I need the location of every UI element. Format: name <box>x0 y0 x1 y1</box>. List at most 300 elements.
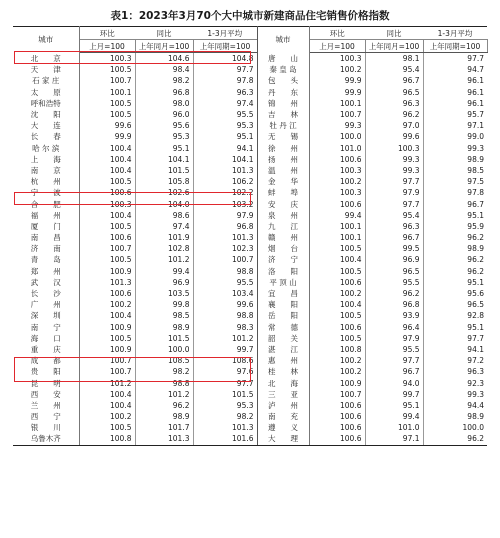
yoy-right-cell: 96.3 <box>365 221 423 232</box>
city-left-cell: 长 沙 <box>13 288 79 299</box>
yoy-right-cell: 99.4 <box>365 411 423 422</box>
city-right-cell: 扬 州 <box>257 154 309 165</box>
yoy-right-cell: 99.5 <box>365 243 423 254</box>
avg-right-cell: 97.1 <box>467 121 484 131</box>
city-right-cell: 牡 丹 江 <box>257 120 309 131</box>
mom-left-cell: 100.4 <box>79 310 135 321</box>
yoy-left-cell: 108.5 <box>135 355 193 366</box>
city-right-cell: 惠 州 <box>257 355 309 366</box>
table-row <box>13 322 487 333</box>
yoy-right-cell: 95.4 <box>365 64 423 75</box>
yoy-right-cell: 98.1 <box>365 53 423 65</box>
city-right-cell: 安 庆 <box>257 198 309 209</box>
yoy-left-cell: 101.2 <box>135 389 193 400</box>
avg-right-cell: 94.1 <box>467 344 484 354</box>
avg-right-cell: 97.7 <box>467 333 484 343</box>
yoy-right-cell: 97.9 <box>365 333 423 344</box>
mom-left-cell: 100.4 <box>79 143 135 154</box>
city-left-cell: 南 宁 <box>13 322 79 333</box>
city-right-cell: 襄 阳 <box>257 299 309 310</box>
avg-left-cell: 97.7 <box>193 377 257 388</box>
mom-right-cell: 100.5 <box>309 266 365 277</box>
mom-right-cell: 99.3 <box>309 120 365 131</box>
mom-left-cell: 100.5 <box>79 221 135 232</box>
avg-right-cell: 97.7 <box>467 54 484 64</box>
table-row <box>13 377 487 388</box>
avg-right-cell: 98.5 <box>467 165 484 175</box>
mom-right-cell: 99.4 <box>309 210 365 221</box>
avg-left-cell: 100.7 <box>193 254 257 265</box>
city-right-cell: 唐 山 <box>257 53 309 65</box>
city-right-cell: 济 宁 <box>257 254 309 265</box>
table-row <box>13 143 487 154</box>
mom-left-cell: 100.5 <box>79 254 135 265</box>
city-right-cell: 烟 台 <box>257 243 309 254</box>
yoy-right-cell: 96.2 <box>365 109 423 120</box>
city-right-cell: 平 顶 山 <box>257 277 309 288</box>
table-row <box>13 87 487 98</box>
mom-right-cell: 100.7 <box>309 389 365 400</box>
mom-right-cell: 100.5 <box>309 243 365 254</box>
table-row <box>13 165 487 176</box>
table-row <box>13 232 487 243</box>
avg-left-cell: 96.3 <box>193 87 257 98</box>
avg-left-cell: 101.3 <box>193 232 257 243</box>
yoy-right-cell: 97.7 <box>365 198 423 209</box>
avg-left-cell: 98.8 <box>193 266 257 277</box>
avg-left-cell: 97.6 <box>193 366 257 377</box>
avg-left-cell: 97.7 <box>193 64 257 75</box>
city-left-cell: 厦 门 <box>13 221 79 232</box>
yoy-right-cell: 97.1 <box>365 433 423 445</box>
city-left-cell: 海 口 <box>13 333 79 344</box>
avg-left-cell: 101.6 <box>193 433 257 445</box>
city-left-cell: 广 州 <box>13 299 79 310</box>
yoy-left-cell: 98.5 <box>135 310 193 321</box>
city-left-cell: 呼和浩特 <box>13 98 79 109</box>
city-left-cell: 兰 州 <box>13 400 79 411</box>
table-row <box>13 433 487 445</box>
city-right-cell: 三 亚 <box>257 389 309 400</box>
avg-left-cell: 101.3 <box>193 165 257 176</box>
mom-right-cell: 100.1 <box>309 232 365 243</box>
table-row <box>13 310 487 321</box>
city-left-cell: 合 肥 <box>13 198 79 209</box>
avg-left-cell: 103.2 <box>193 198 257 209</box>
mom-right-cell: 100.6 <box>309 322 365 333</box>
yoy-right-cell: 99.7 <box>365 389 423 400</box>
avg-left-cell: 95.3 <box>193 120 257 131</box>
mom-left-cell: 100.6 <box>79 232 135 243</box>
table-row <box>13 120 487 131</box>
city-right-cell: 湛 江 <box>257 344 309 355</box>
yoy-left-cell: 102.6 <box>135 187 193 198</box>
city-left-cell: 郑 州 <box>13 266 79 277</box>
city-right-cell: 蚌 埠 <box>257 187 309 198</box>
yoy-left-cell: 98.2 <box>135 366 193 377</box>
city-left-cell: 昆 明 <box>13 377 79 388</box>
mom-right-cell: 100.1 <box>309 221 365 232</box>
avg-left-cell: 97.8 <box>193 75 257 86</box>
table-row <box>13 187 487 198</box>
yoy-left-cell: 103.5 <box>135 288 193 299</box>
city-right-cell: 北 海 <box>257 377 309 388</box>
avg-left-cell: 106.2 <box>193 176 257 187</box>
yoy-right-cell: 96.7 <box>365 75 423 86</box>
mom-left-cell: 100.5 <box>79 98 135 109</box>
yoy-base-right: 上年同月=100 <box>365 40 423 53</box>
avg-left-cell: 96.8 <box>193 221 257 232</box>
yoy-right-cell: 93.9 <box>365 310 423 321</box>
table-title: 表1：2023年3月70个大中城市新建商品住宅销售价格指数 <box>110 10 390 22</box>
avg-right-cell: 92.8 <box>467 311 484 321</box>
table-row <box>13 210 487 221</box>
table-body <box>13 53 487 446</box>
city-left-cell: 北 京 <box>13 53 79 65</box>
table-row <box>13 243 487 254</box>
city-header-right: 城市 <box>257 27 309 53</box>
city-right-cell: 洛 阳 <box>257 266 309 277</box>
city-left-cell: 银 川 <box>13 422 79 433</box>
yoy-right-cell: 94.0 <box>365 377 423 388</box>
mom-right-cell: 100.5 <box>309 333 365 344</box>
table-row <box>13 198 487 209</box>
table-row <box>13 422 487 433</box>
yoy-left-cell: 98.2 <box>135 75 193 86</box>
table-row <box>13 221 487 232</box>
yoy-right-cell: 96.7 <box>365 366 423 377</box>
yoy-right-cell: 99.6 <box>365 131 423 142</box>
city-left-cell: 福 州 <box>13 210 79 221</box>
city-left-cell: 上 海 <box>13 154 79 165</box>
avg-right-cell: 96.2 <box>467 255 484 265</box>
mom-right-cell: 100.5 <box>309 310 365 321</box>
yoy-right-cell: 96.9 <box>365 254 423 265</box>
yoy-right-cell: 95.5 <box>365 277 423 288</box>
mom-right-cell: 100.2 <box>309 366 365 377</box>
base-row <box>13 40 487 53</box>
city-left-cell: 成 都 <box>13 355 79 366</box>
table-row <box>13 344 487 355</box>
city-right-cell: 泸 州 <box>257 400 309 411</box>
city-right-cell: 包 头 <box>257 75 309 86</box>
table-row <box>13 98 487 109</box>
avg-left-cell: 99.7 <box>193 344 257 355</box>
yoy-right-cell: 96.2 <box>365 288 423 299</box>
avg-left-cell: 102.3 <box>193 243 257 254</box>
yoy-left-cell: 98.4 <box>135 64 193 75</box>
avg-right-cell: 96.2 <box>467 233 484 243</box>
table-row <box>13 366 487 377</box>
avg-right-cell: 95.9 <box>467 221 484 231</box>
city-right-cell: 宜 昌 <box>257 288 309 299</box>
avg-left-cell: 97.9 <box>193 210 257 221</box>
table-row <box>13 75 487 86</box>
yoy-left-cell: 104.1 <box>135 154 193 165</box>
yoy-left-cell: 101.5 <box>135 333 193 344</box>
city-left-cell: 西 宁 <box>13 411 79 422</box>
city-left-cell: 重 庆 <box>13 344 79 355</box>
mom-left-cell: 99.9 <box>79 131 135 142</box>
mom-left-cell: 100.2 <box>79 299 135 310</box>
table-row <box>13 277 487 288</box>
yoy-left-cell: 101.3 <box>135 433 193 445</box>
yoy-header-left: 同比 <box>135 27 193 40</box>
mom-left-cell: 101.2 <box>79 377 135 388</box>
mom-right-cell: 100.6 <box>309 433 365 445</box>
city-right-cell: 丹 东 <box>257 87 309 98</box>
yoy-left-cell: 105.8 <box>135 176 193 187</box>
avg-right-cell: 99.3 <box>467 143 484 153</box>
mom-header-right: 环比 <box>309 27 365 40</box>
city-left-cell: 武 汉 <box>13 277 79 288</box>
city-left-cell: 济 南 <box>13 243 79 254</box>
mom-left-cell: 100.3 <box>79 53 135 65</box>
avg-left-cell: 98.8 <box>193 310 257 321</box>
yoy-left-cell: 99.4 <box>135 266 193 277</box>
yoy-right-cell: 99.3 <box>365 165 423 176</box>
mom-left-cell: 101.3 <box>79 277 135 288</box>
avg-left-cell: 101.2 <box>193 333 257 344</box>
table-row <box>13 299 487 310</box>
avg-right-cell: 96.1 <box>467 87 484 97</box>
city-header-left: 城市 <box>13 27 79 53</box>
avg-right-cell: 95.7 <box>467 110 484 120</box>
mom-left-cell: 100.6 <box>79 187 135 198</box>
header-row <box>13 27 487 40</box>
yoy-right-cell: 95.1 <box>365 400 423 411</box>
mom-left-cell: 100.4 <box>79 389 135 400</box>
yoy-left-cell: 95.6 <box>135 120 193 131</box>
avg-left-cell: 97.4 <box>193 98 257 109</box>
avg-right-cell: 99.0 <box>467 132 484 142</box>
city-left-cell: 青 岛 <box>13 254 79 265</box>
city-left-cell: 西 安 <box>13 389 79 400</box>
avg-left-cell: 101.3 <box>193 422 257 433</box>
mom-right-cell: 100.6 <box>309 400 365 411</box>
city-left-cell: 太 原 <box>13 87 79 98</box>
city-right-cell: 吉 林 <box>257 109 309 120</box>
mom-right-cell: 100.0 <box>309 131 365 142</box>
avg-right-cell: 96.2 <box>423 433 487 445</box>
table-row <box>13 333 487 344</box>
yoy-left-cell: 102.8 <box>135 243 193 254</box>
table-row <box>13 355 487 366</box>
yoy-left-cell: 98.6 <box>135 210 193 221</box>
table-row <box>13 254 487 265</box>
table-row <box>13 131 487 142</box>
yoy-left-cell: 100.0 <box>135 344 193 355</box>
avg-left-cell: 108.6 <box>193 355 257 366</box>
mom-right-cell: 100.9 <box>309 377 365 388</box>
mom-right-cell: 100.2 <box>309 64 365 75</box>
city-right-cell: 遵 义 <box>257 422 309 433</box>
table-row <box>13 411 487 422</box>
avg-left-cell: 102.2 <box>193 187 257 198</box>
avg-right-cell: 98.9 <box>467 154 484 164</box>
yoy-right-cell: 96.8 <box>365 299 423 310</box>
yoy-right-cell: 97.7 <box>365 355 423 366</box>
mom-base-right: 上月=100 <box>309 40 365 53</box>
city-right-cell: 桂 林 <box>257 366 309 377</box>
city-right-cell: 锦 州 <box>257 98 309 109</box>
yoy-left-cell: 104.0 <box>135 198 193 209</box>
avg-right-cell: 94.7 <box>467 65 484 75</box>
avg-left-cell: 104.1 <box>193 154 257 165</box>
mom-left-cell: 100.8 <box>79 433 135 445</box>
avg-left-cell: 104.8 <box>193 53 257 65</box>
city-left-cell: 南 昌 <box>13 232 79 243</box>
mom-left-cell: 100.5 <box>79 64 135 75</box>
yoy-left-cell: 98.9 <box>135 322 193 333</box>
avg-right-cell: 95.6 <box>467 289 484 299</box>
mom-left-cell: 100.1 <box>79 87 135 98</box>
mom-left-cell: 100.4 <box>79 154 135 165</box>
yoy-right-cell: 95.4 <box>365 210 423 221</box>
city-right-cell: 大 理 <box>257 433 309 445</box>
avg-left-cell: 99.6 <box>193 299 257 310</box>
mom-left-cell: 100.7 <box>79 366 135 377</box>
yoy-right-cell: 96.3 <box>365 98 423 109</box>
mom-right-cell: 99.9 <box>309 75 365 86</box>
mom-right-cell: 100.3 <box>309 187 365 198</box>
city-left-cell: 深 圳 <box>13 310 79 321</box>
city-left-cell: 南 京 <box>13 165 79 176</box>
mom-left-cell: 100.9 <box>79 322 135 333</box>
city-left-cell: 天 津 <box>13 64 79 75</box>
yoy-right-cell: 96.7 <box>365 232 423 243</box>
mom-right-cell: 100.6 <box>309 411 365 422</box>
mom-right-cell: 100.3 <box>309 53 365 65</box>
city-right-cell: 南 充 <box>257 411 309 422</box>
yoy-base-left: 上年同月=100 <box>135 40 193 53</box>
yoy-left-cell: 101.5 <box>135 165 193 176</box>
mom-left-cell: 100.5 <box>79 422 135 433</box>
city-left-cell: 乌鲁木齐 <box>13 433 79 445</box>
avg-right-cell: 96.2 <box>467 266 484 276</box>
city-right-cell: 徐 州 <box>257 143 309 154</box>
city-right-cell: 岳 阳 <box>257 310 309 321</box>
avg-right-cell: 96.1 <box>467 76 484 86</box>
yoy-left-cell: 104.6 <box>135 53 193 65</box>
yoy-right-cell: 97.9 <box>365 187 423 198</box>
yoy-left-cell: 97.4 <box>135 221 193 232</box>
table-row <box>13 288 487 299</box>
table-row <box>13 53 487 65</box>
mom-right-cell: 101.0 <box>309 143 365 154</box>
mom-right-cell: 100.6 <box>309 198 365 209</box>
yoy-right-cell: 97.7 <box>365 176 423 187</box>
table-row <box>13 389 487 400</box>
avg-right-cell: 96.5 <box>467 300 484 310</box>
mom-right-cell: 100.2 <box>309 355 365 366</box>
avg-header-left: 1-3月平均 <box>193 27 257 40</box>
yoy-left-cell: 95.3 <box>135 131 193 142</box>
avg-left-cell: 103.4 <box>193 288 257 299</box>
avg-right-cell: 96.3 <box>467 367 484 377</box>
yoy-left-cell: 98.8 <box>135 377 193 388</box>
city-right-cell: 赣 州 <box>257 232 309 243</box>
mom-right-cell: 100.4 <box>309 299 365 310</box>
city-left-cell: 石 家 庄 <box>13 75 79 86</box>
mom-left-cell: 100.2 <box>79 411 135 422</box>
city-right-cell: 泉 州 <box>257 210 309 221</box>
avg-left-cell: 95.5 <box>193 277 257 288</box>
mom-right-cell: 99.9 <box>309 87 365 98</box>
city-right-cell: 九 江 <box>257 221 309 232</box>
mom-header-left: 环比 <box>79 27 135 40</box>
table-row <box>13 154 487 165</box>
avg-right-cell: 95.1 <box>467 277 484 287</box>
table-row <box>13 176 487 187</box>
mom-left-cell: 100.9 <box>79 266 135 277</box>
table-row <box>13 109 487 120</box>
yoy-header-right: 同比 <box>365 27 423 40</box>
avg-left-cell: 95.1 <box>193 131 257 142</box>
avg-right-cell: 100.0 <box>462 423 484 433</box>
mom-base-left: 上月=100 <box>79 40 135 53</box>
mom-right-cell: 100.6 <box>309 422 365 433</box>
yoy-right-cell: 97.0 <box>365 120 423 131</box>
avg-right-cell: 98.9 <box>467 244 484 254</box>
avg-left-cell: 94.1 <box>193 143 257 154</box>
mom-left-cell: 99.6 <box>79 120 135 131</box>
avg-right-cell: 97.8 <box>467 188 484 198</box>
avg-right-cell: 97.5 <box>467 177 484 187</box>
mom-left-cell: 100.6 <box>79 288 135 299</box>
mom-left-cell: 100.3 <box>79 198 135 209</box>
yoy-left-cell: 96.2 <box>135 400 193 411</box>
city-right-cell: 秦 皇 岛 <box>257 64 309 75</box>
mom-right-cell: 100.7 <box>309 109 365 120</box>
mom-left-cell: 100.7 <box>79 75 135 86</box>
price-index-table <box>13 26 488 446</box>
table-row <box>13 64 487 75</box>
yoy-left-cell: 101.7 <box>135 422 193 433</box>
table-row <box>13 266 487 277</box>
city-left-cell: 沈 阳 <box>13 109 79 120</box>
yoy-left-cell: 99.8 <box>135 299 193 310</box>
table-row <box>13 400 487 411</box>
city-right-cell: 韶 关 <box>257 333 309 344</box>
mom-left-cell: 100.7 <box>79 243 135 254</box>
yoy-right-cell: 100.3 <box>365 143 423 154</box>
yoy-left-cell: 98.9 <box>135 411 193 422</box>
city-left-cell: 宁 波 <box>13 187 79 198</box>
city-right-cell: 常 德 <box>257 322 309 333</box>
yoy-left-cell: 96.8 <box>135 87 193 98</box>
avg-header-right: 1-3月平均 <box>423 27 487 40</box>
yoy-left-cell: 95.1 <box>135 143 193 154</box>
avg-right-cell: 96.7 <box>467 199 484 209</box>
yoy-right-cell: 96.5 <box>365 266 423 277</box>
avg-right-cell: 95.1 <box>467 210 484 220</box>
avg-right-cell: 92.3 <box>467 378 484 388</box>
avg-left-cell: 95.5 <box>193 109 257 120</box>
yoy-right-cell: 95.5 <box>365 344 423 355</box>
mom-right-cell: 100.2 <box>309 288 365 299</box>
avg-right-cell: 94.4 <box>467 400 484 410</box>
mom-left-cell: 100.5 <box>79 176 135 187</box>
mom-right-cell: 100.2 <box>309 176 365 187</box>
mom-right-cell: 100.6 <box>309 154 365 165</box>
city-right-cell: 金 华 <box>257 176 309 187</box>
yoy-right-cell: 96.5 <box>365 87 423 98</box>
mom-left-cell: 100.5 <box>79 333 135 344</box>
avg-left-cell: 95.3 <box>193 400 257 411</box>
mom-left-cell: 100.5 <box>79 109 135 120</box>
city-left-cell: 贵 阳 <box>13 366 79 377</box>
